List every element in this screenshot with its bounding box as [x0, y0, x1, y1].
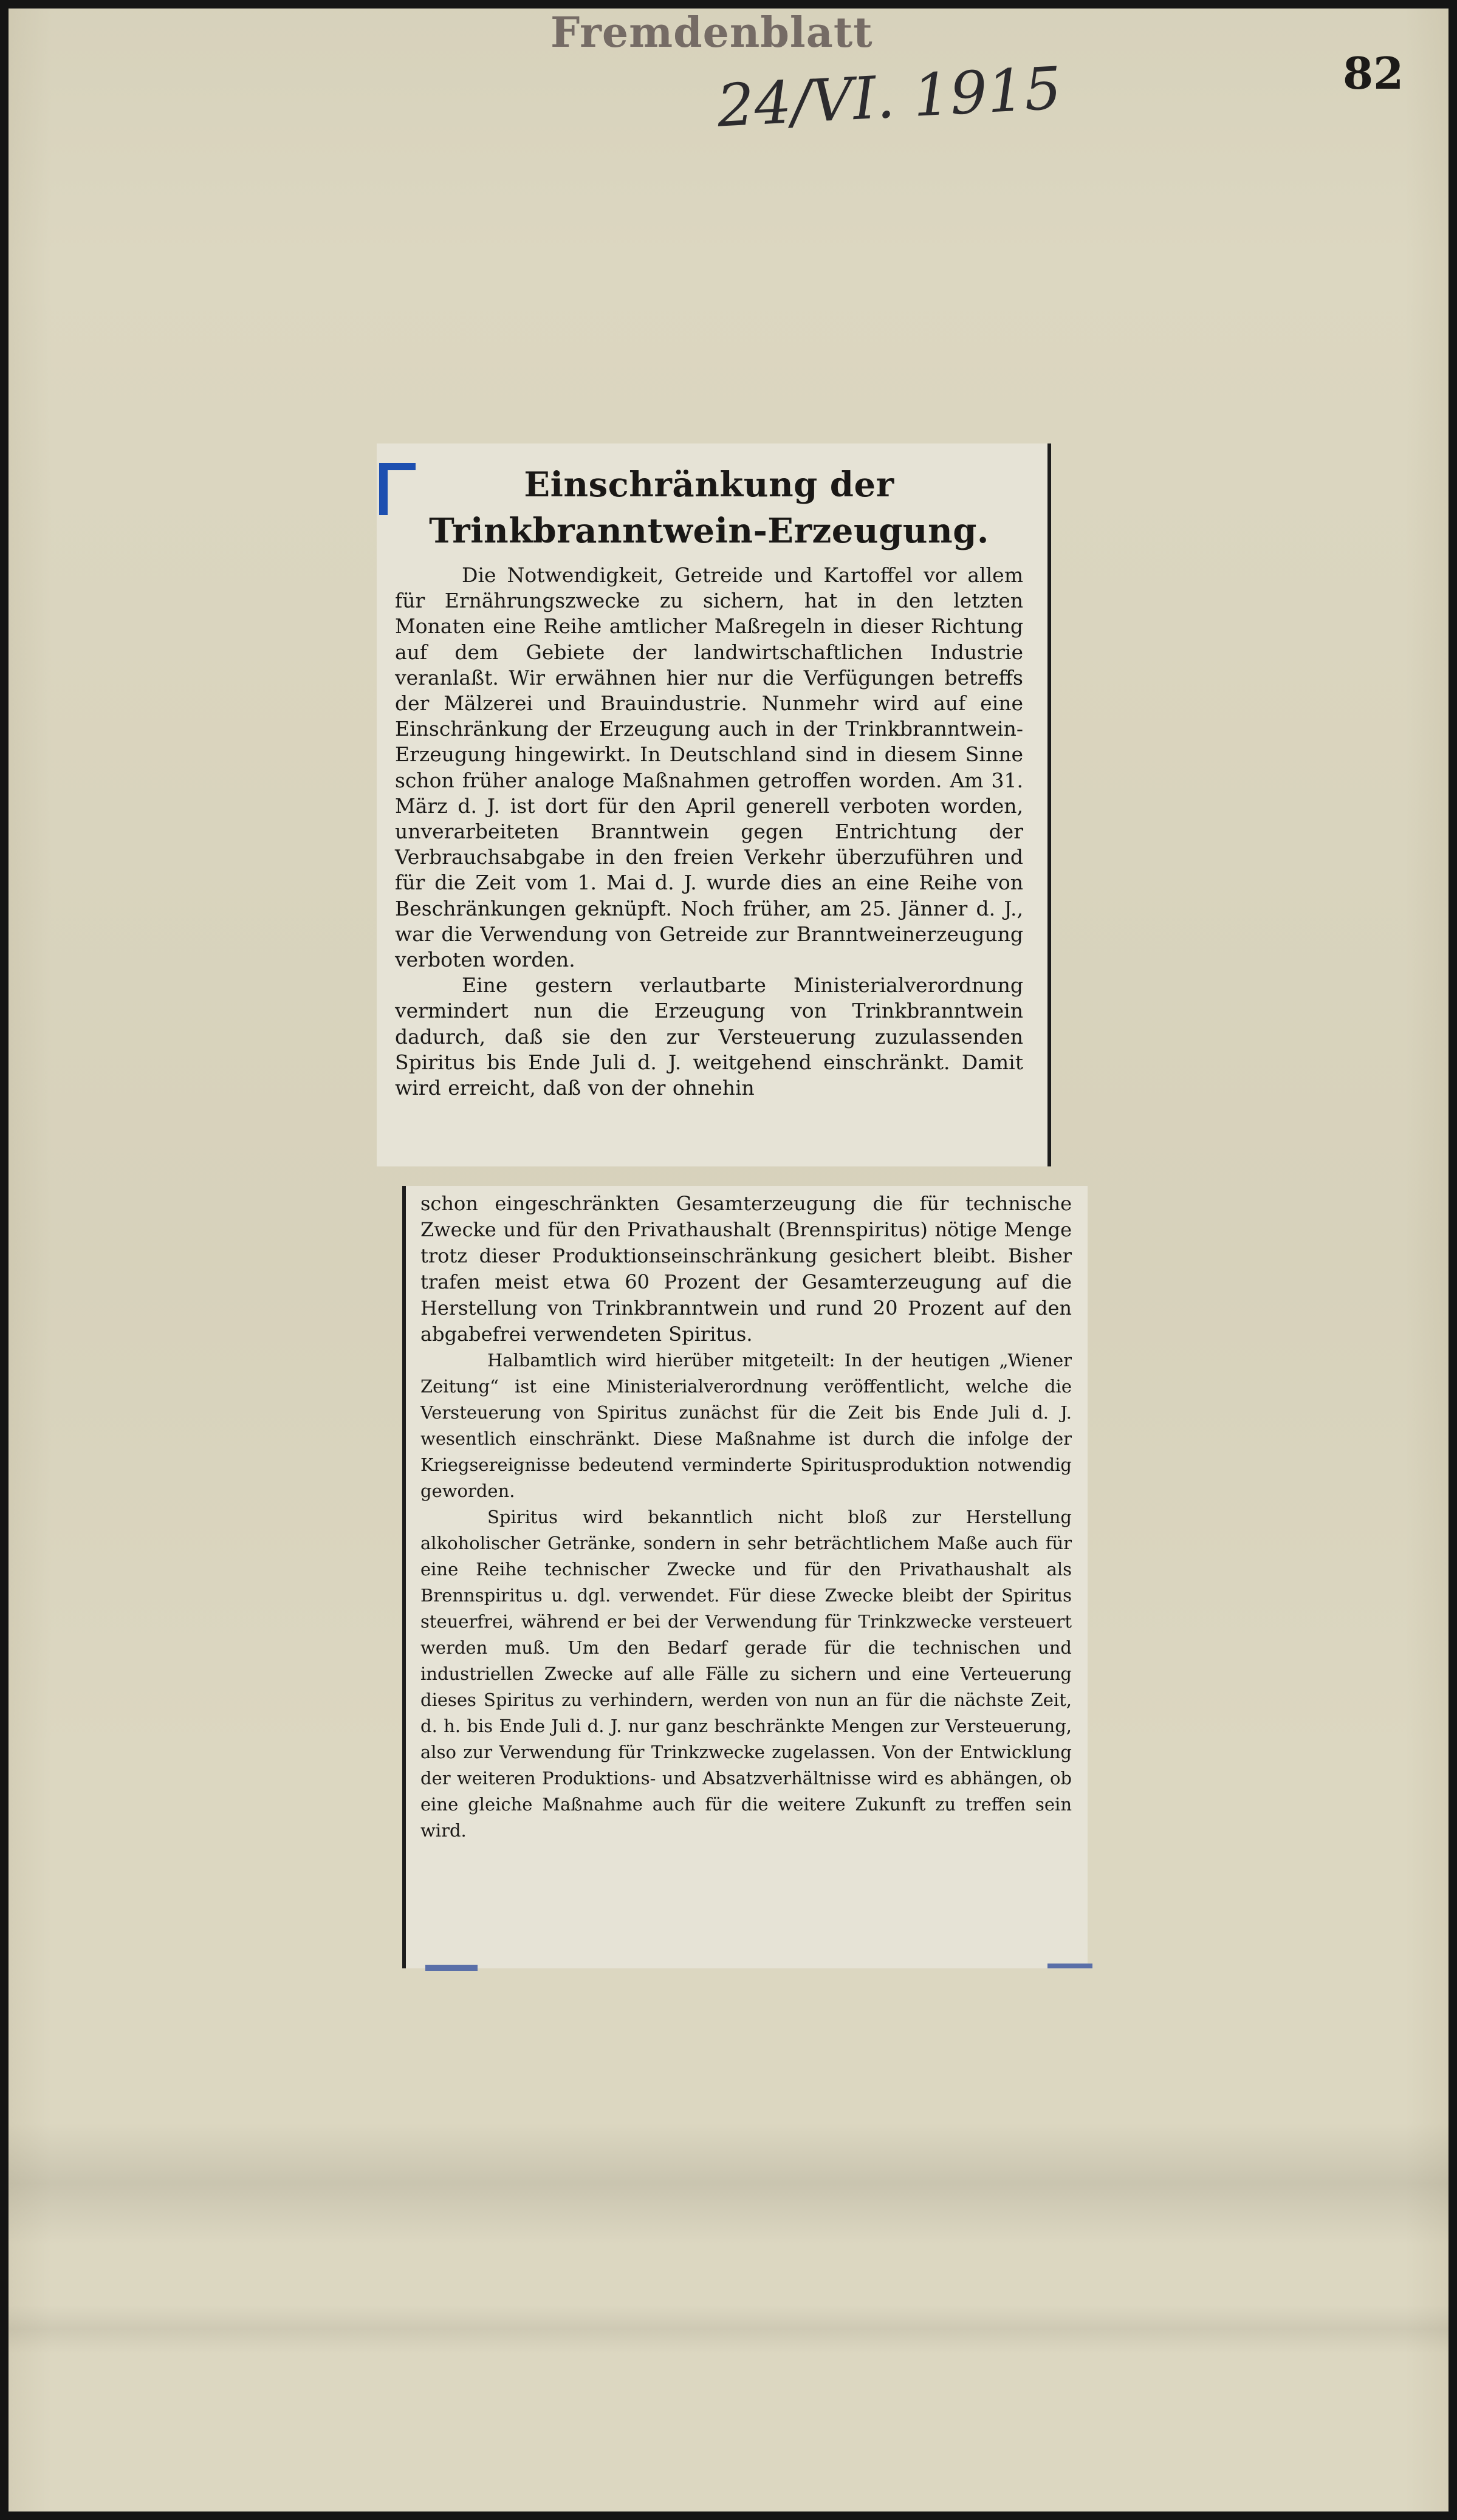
- clipping-part-1: [377, 443, 1051, 1166]
- paper-fold: [9, 2123, 1448, 2244]
- page-number: 82: [1343, 47, 1404, 99]
- paragraph: Die Notwendigkeit, Getreide und Kartoffel vor allem für Ernährungszwecke zu sichern, hat in den letzten Monaten eine Reihe amtlicher Maßregeln in dieser Richtung auf dem Gebiete der landwirtschaftlichen Industrie veranlaßt. Wir erwähnen hier nur die Verfügungen betreffs der Mälzerei und Brauindustrie. Nunmehr wird auf eine Einschränkung der Erzeugung auch in der Trinkbranntwein-Erzeugung hingewirkt. In Deutschland sind in diesem Sinne schon früher analoge Maßnahmen getroffen worden. Am 31. März d. J. ist dort für den April generell verboten worden, unverarbeiteten Branntwein gegen Entrichtung der Verbrauchsabgabe in den freien Verkehr überzuführen und für die Zeit vom 1. Mai d. J. wurde dies an eine Reihe von Beschränkungen geknüpft. Noch früher, am 25. Jänner d. J., war die Verwendung von Getreide zur Branntweinerzeugung verboten worden.: [395, 563, 1023, 972]
- paper-fold: [9, 2305, 1448, 2354]
- paragraph: Spiritus wird bekanntlich nicht bloß zur Herstellung alkoholischer Getränke, sondern in sehr beträchtlichem Maße auch für eine Reihe technischer Zwecke und für den Privathaushalt als Brennspiritus u. dgl. verwendet. Für diese Zwecke bleibt der Spiritus steuerfrei, während er bei der Verwendung für Trinkzwecke versteuert werden muß. Um den Bedarf gerade für die technischen und industriellen Zwecke auf alle Fälle zu sichern und eine Verteuerung dieses Spiritus zu verhindern, werden von nun an für die nächste Zeit, d. h. bis Ende Juli d. J. nur ganz beschränkte Mengen zur Versteuerung, also zur Verwendung für Trinkzwecke zugelassen. Von der Entwicklung der weiteren Produktions- und Absatzverhältnisse wird es abhängen, ob eine gleiche Maßnahme auch für die weitere Zukunft zu treffen sein wird.: [420, 1507, 1072, 1841]
- blue-pencil-mark: [379, 463, 388, 515]
- handwritten-date: 24/VI. 1915: [715, 54, 1063, 140]
- article-headline: Einschränkung der Trinkbranntwein-Erzeugung.: [429, 465, 989, 551]
- paragraph: Eine gestern verlautbarte Ministerialverordnung vermindert nun die Erzeugung von Trinkbranntwein dadurch, daß sie den zur Versteuerung zuzulassenden Spiritus bis Ende Juli d. J. weitgehend einschränkt. Damit wird erreicht, daß von der ohnehin: [395, 973, 1023, 1100]
- newspaper-stamp: Fremdenblatt: [550, 9, 873, 57]
- blue-pencil-mark: [1047, 1964, 1092, 1968]
- paragraph: schon eingeschränkten Gesamterzeugung die für technische Zwecke und für den Privathaushalt (Brennspiritus) nötige Menge trotz dieser Produktionseinschränkung gesichert bleibt. Bisher trafen meist etwa 60 Prozent der Gesamterzeugung auf die Herstellung von Trinkbranntwein und rund 20 Prozent auf den abgabefrei verwendeten Spiritus.: [420, 1192, 1072, 1346]
- paragraph: Halbamtlich wird hierüber mitgeteilt: In der heutigen „Wiener Zeitung“ ist eine Ministerialverordnung veröffentlicht, welche die Versteuerung von Spiritus zunächst für die Zeit bis Ende Juli d. J. wesentlich einschränkt. Diese Maßnahme ist durch die infolge der Kriegsereignisse bedeutend verminderte Spiritusproduktion notwendig geworden.: [420, 1350, 1072, 1501]
- blue-pencil-mark: [425, 1965, 478, 1971]
- clipping-part-2: [402, 1186, 1088, 1968]
- blue-pencil-mark: [379, 463, 416, 470]
